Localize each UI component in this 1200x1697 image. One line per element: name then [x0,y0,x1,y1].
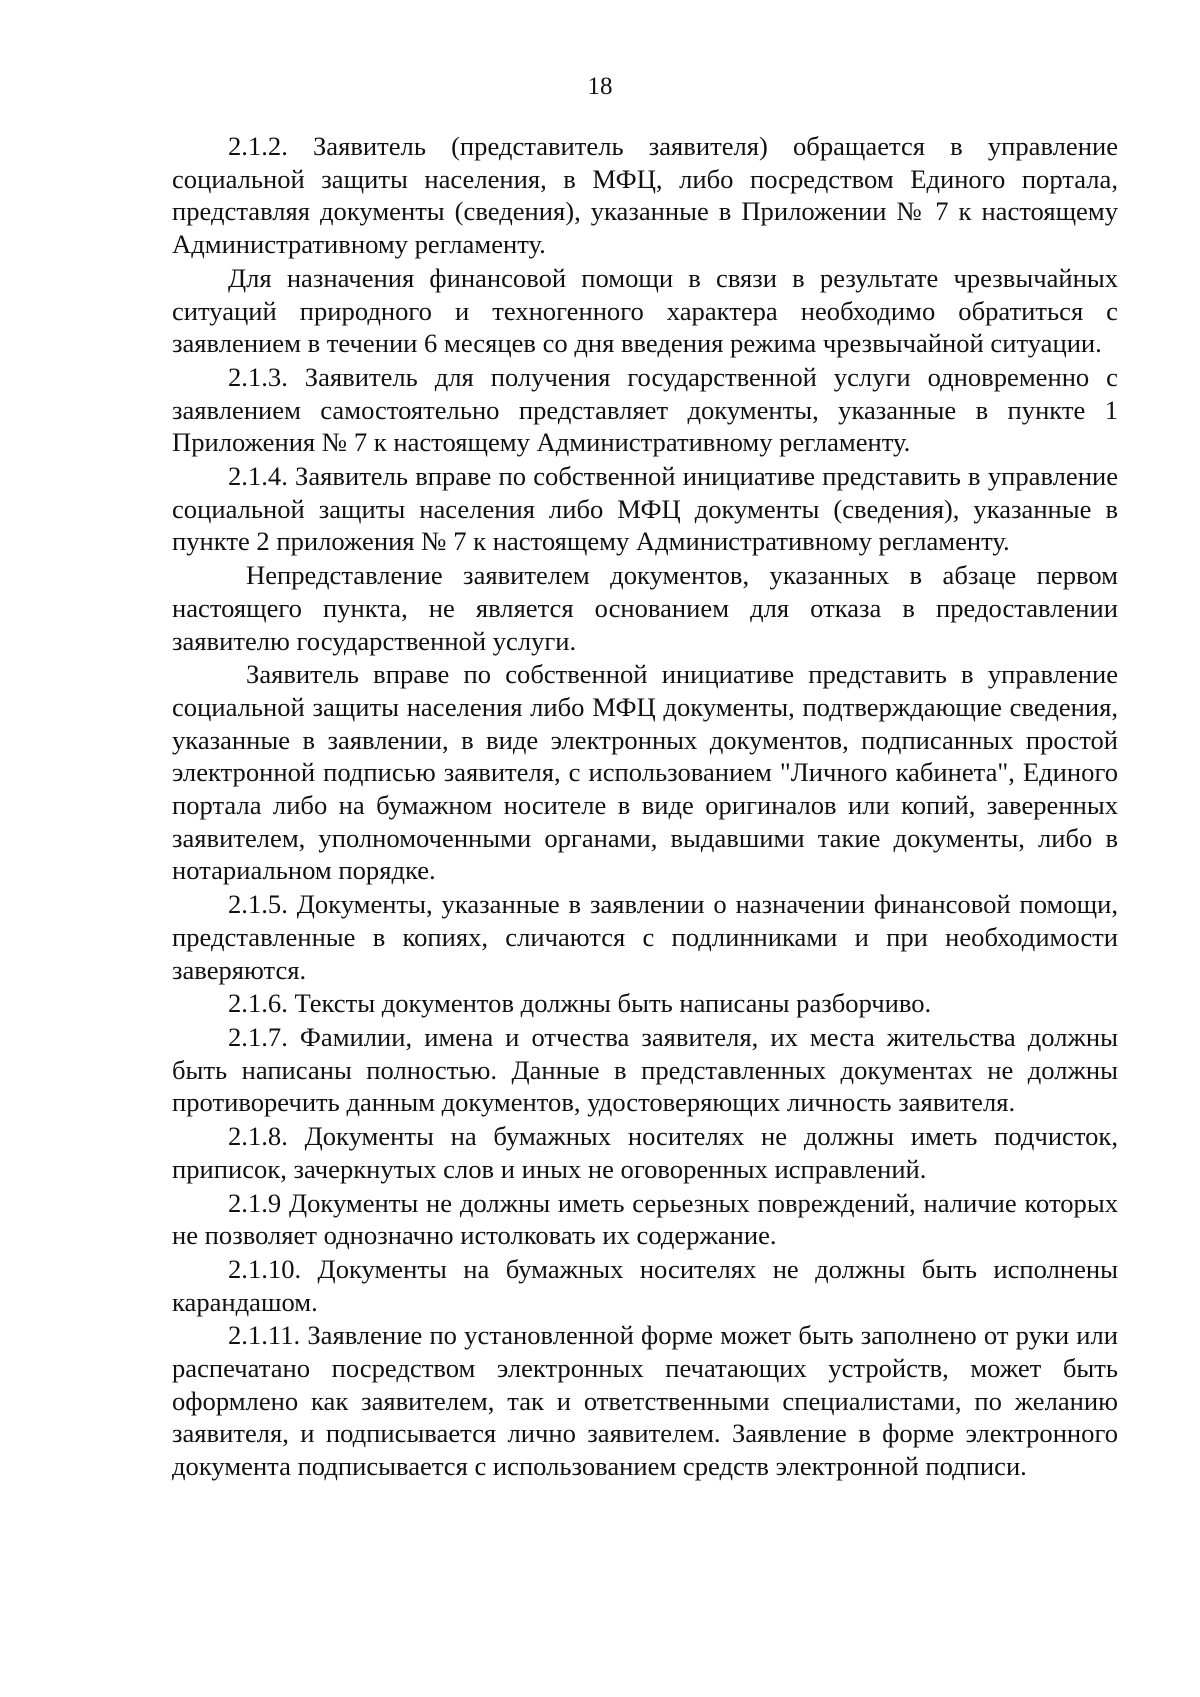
paragraph-2-1-9: 2.1.9 Документы не должны иметь серьезных повреждений, наличие которых не позволяет однозначно истолковать их содержание. [172,1187,1118,1251]
paragraph-2-1-3: 2.1.3. Заявитель для получения государственной услуги одновременно с заявлением самостоятельно представляет документы, указанные в пункте 1 Приложения № 7 к настоящему Административному регламенту. [172,361,1118,458]
paragraph-2-1-7: 2.1.7. Фамилии, имена и отчества заявителя, их места жительства должны быть написаны полностью. Данные в представленных документах не должны противоречить данным документов, удостоверяющих личность заявителя. [172,1021,1118,1118]
paragraph-2-1-11: 2.1.11. Заявление по установленной форме может быть заполнено от руки или распечатано посредством электронных печатающих устройств, может быть оформлено как заявителем, так и ответственными специалистами, по желанию заявителя, и подписывается лично заявителем. Заявление в форме электронного документа подписывается с использованием средств электронной подписи. [172,1320,1118,1482]
paragraph-2-1-4: 2.1.4. Заявитель вправе по собственной инициативе представить в управление социальной защиты населения либо МФЦ документы (сведения), указанные в пункте 2 приложения № 7 к настоящему Административному регламенту. [172,461,1118,557]
paragraph-2-1-8: 2.1.8. Документы на бумажных носителях не должны иметь подчисток, приписок, зачеркнутых слов и иных не оговоренных исправлений. [172,1121,1118,1184]
paragraph-2-1-6: 2.1.6. Тексты документов должны быть написаны разборчиво. [228,988,932,1019]
paragraph-2-1-5: 2.1.5. Документы, указанные в заявлении о назначении финансовой помощи, представленные в копиях, сличаются с подлинниками и при необходимости заверяются. [172,889,1118,985]
page-number: 18 [587,73,613,100]
paragraph-emergency-deadline: Для назначения финансовой помощи в связи в результате чрезвычайных ситуаций природного и техногенного характера необходимо обратиться с заявлением в течении 6 месяцев со дня введения режима чрезвычайной ситуации. [172,262,1118,359]
paragraph-non-submission: Непредставление заявителем документов, указанных в абзаце первом настоящего пункта, не является основанием для отказа в предоставлении заявителю государственной услуги. [172,560,1118,656]
paragraph-2-1-10: 2.1.10. Документы на бумажных носителях не должны быть исполнены карандашом. [172,1253,1118,1317]
paragraph-electronic-documents: Заявитель вправе по собственной инициативе представить в управление социальной защиты населения либо МФЦ документы, подтверждающие сведения, указанные в заявлении, в виде электронных документов, подписанных простой электронной подписью заявителя, с использованием "Личного кабинета", Единого портала либо на бумажном носителе в виде оригиналов или копий, заверенных заявителем, уполномоченными органами, выдавшими такие документы, либо в нотариальном порядке. [172,659,1118,886]
document-body [172,130,1118,1483]
paragraph-2-1-2: 2.1.2. Заявитель (представитель заявителя) обращается в управление социальной защиты населения, в МФЦ, либо посредством Единого портала, представляя документы (сведения), указанные в Приложении № 7 к настоящему Административному регламенту. [172,131,1118,260]
